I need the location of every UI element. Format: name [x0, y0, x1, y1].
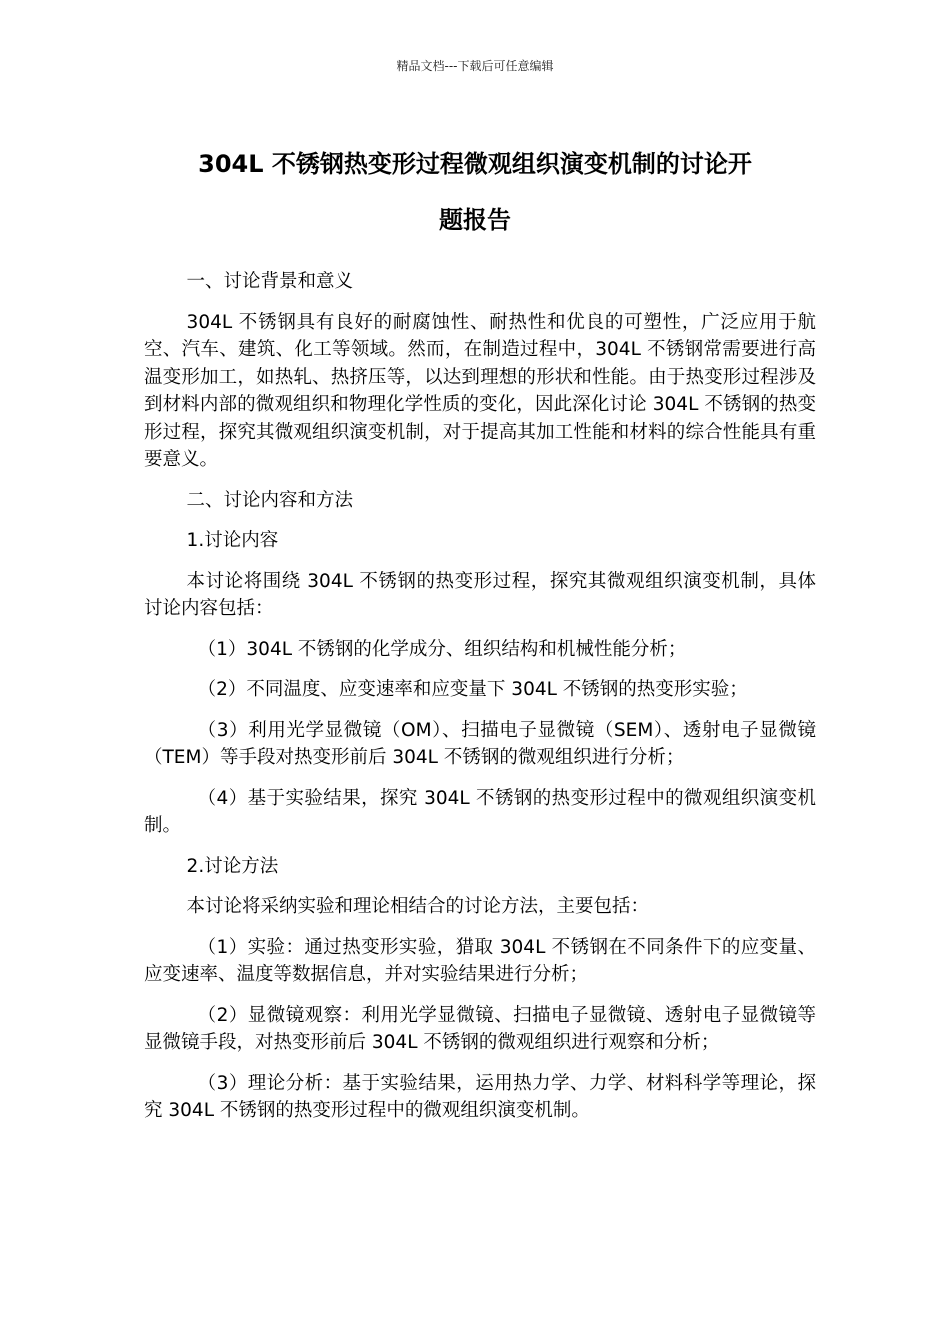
list-item: （4）基于实验结果，探究 304L 不锈钢的热变形过程中的微观组织演变机制。: [144, 787, 816, 836]
section-heading-background: 一、讨论背景和意义: [186, 271, 354, 292]
document-body: [144, 268, 816, 1138]
subheading-content: 1.讨论内容: [186, 530, 279, 551]
document-title: [140, 136, 810, 248]
subheading-methods: 2.讨论方法: [186, 855, 279, 877]
list-item: （3）理论分析：基于实验结果，运用热力学、力学、材料科学等理论，探究 304L 不锈钢的热变形过程中的微观组织演变机制。: [144, 1072, 816, 1121]
list-item: （2）不同温度、应变速率和应变量下 304L 不锈钢的热变形实验；: [197, 679, 748, 700]
section-heading-content-methods: 二、讨论内容和方法: [186, 489, 354, 511]
title-line-2: 题报告: [439, 206, 511, 234]
title-line-1: 304L 不锈钢热变形过程微观组织演变机制的讨论开: [198, 150, 752, 178]
list-item: （1）实验：通过热变形实验，猎取 304L 不锈钢在不同条件下的应变量、应变速率、温度等数据信息，并对实验结果进行分析；: [144, 936, 816, 985]
header-note: 精品文档---下载后可任意编辑: [396, 59, 554, 73]
list-item: （1）304L 不锈钢的化学成分、组织结构和机械性能分析；: [197, 638, 687, 660]
paragraph-content-intro: 本讨论将围绕 304L 不锈钢的热变形过程，探究其微观组织演变机制，具体讨论内容包括：: [144, 570, 816, 619]
list-item: （3）利用光学显微镜（OM）、扫描电子显微镜（SEM）、透射电子显微镜（TEM）等手段对热变形前后 304L 不锈钢的微观组织进行分析；: [144, 719, 816, 768]
paragraph-methods-intro: 本讨论将采纳实验和理论相结合的讨论方法，主要包括：: [186, 896, 650, 917]
list-item: （2）显微镜观察：利用光学显微镜、扫描电子显微镜、透射电子显微镜等显微镜手段，对热变形前后 304L 不锈钢的微观组织进行观察和分析；: [144, 1004, 816, 1053]
paragraph-background: 304L 不锈钢具有良好的耐腐蚀性、耐热性和优良的可塑性，广泛应用于航空、汽车、建筑、化工等领域。然而，在制造过程中，304L 不锈钢常需要进行高温变形加工，如热轧、热挤压等，以达到理想的形状和性能。由于热变形过程涉及到材料内部的微观组织和物理化学性质的变化，因此深化讨论 304L 不锈钢的热变形过程，探究其微观组织演变机制，对于提高其加工性能和材料的综合性能具有重要意义。: [144, 311, 816, 470]
